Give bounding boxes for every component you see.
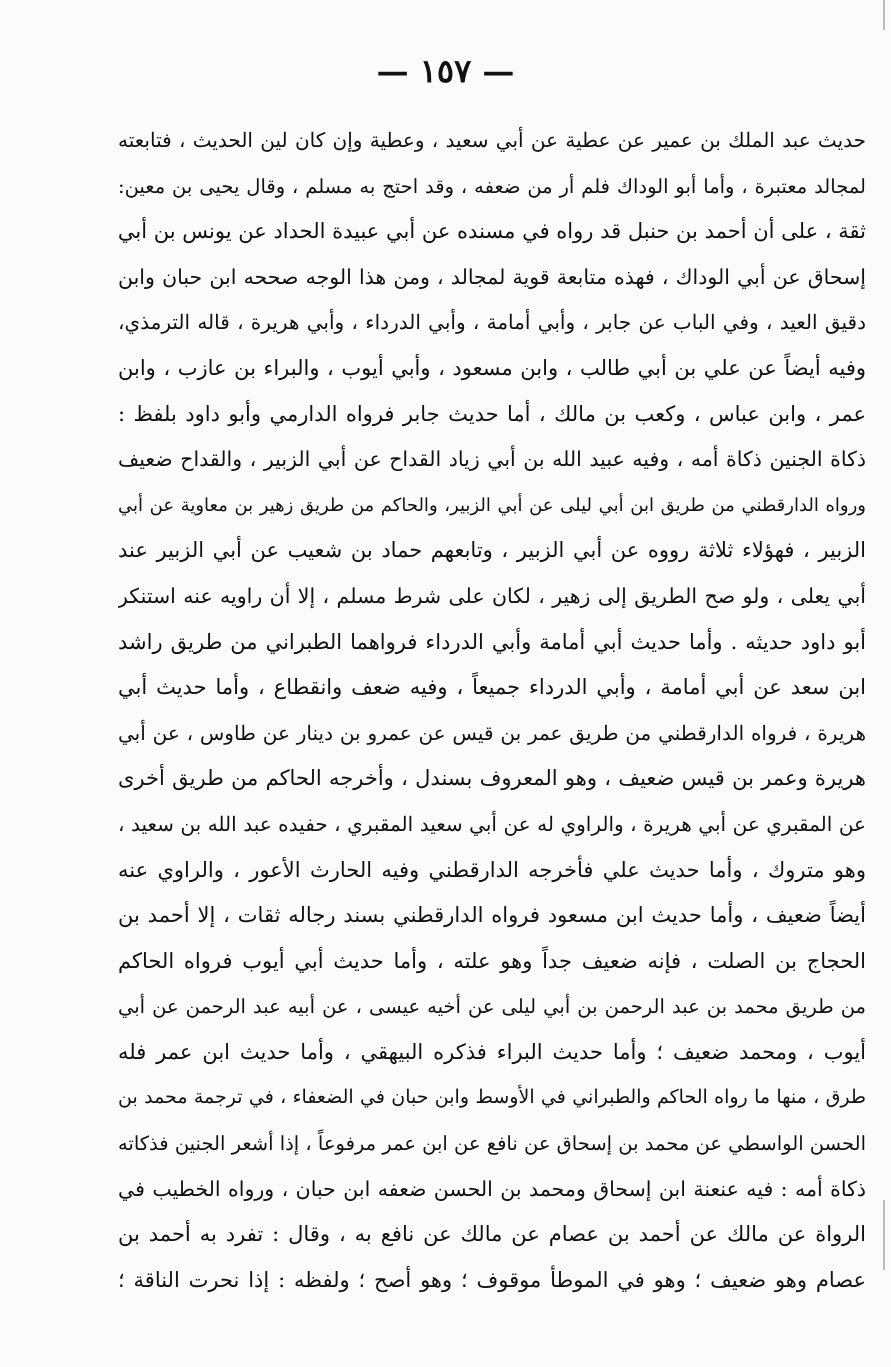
text-line: طرق ، منها ما رواه الحاكم والطبراني في الأوسط وابن حبان في الضعفاء ، في ترجمة محمد بن — [118, 1086, 866, 1109]
text-line: الحسن الواسطي عن محمد بن إسحاق عن نافع عن ابن عمر مرفوعاً ، إذا أشعر الجنين فذكاته — [118, 1132, 866, 1156]
scan-edge-mark — [883, 1200, 885, 1270]
body-text — [118, 118, 866, 1303]
text-line: الرواة عن مالك عن أحمد بن عصام عن مالك عن نافع به ، وقال : تفرد به أحمد بن — [118, 1222, 866, 1247]
text-line: إسحاق عن أبي الوداك ، فهذه متابعة قوية لمجالد ، ومن هذا الوجه صححه ابن حبان وابن — [118, 264, 866, 289]
text-line: عمر ، وابن عباس ، وكعب بن مالك ، أما حديث جابر فرواه الدارمي وأبو داود بلفظ : — [118, 401, 866, 426]
text-line: وهو متروك ، وأما حديث علي فأخرجه الدارقطني وفيه الحارث الأعور ، والراوي عنه — [118, 857, 866, 882]
text-line: ابن سعد عن أبي أمامة ، وأبي الدرداء جميعاً ، وفيه ضعف وانقطاع ، وأما حديث أبي — [118, 675, 866, 700]
scan-edge-mark — [883, 0, 885, 30]
text-line: أبو داود حديثه . وأما حديث أبي أمامة وأبي الدرداء فرواهما الطبراني من طريق راشد — [118, 629, 866, 654]
page-number-header: — ١٥٧ — — [376, 52, 515, 90]
text-line: ورواه الدارقطني من طريق ابن أبي ليلى عن أبي الزبير، والحاكم من طريق زهير بن معاوية عن أبي — [118, 494, 866, 516]
text-line: هريرة ، فرواه الدارقطني من طريق عمر بن قيس عن عمرو بن دينار عن طاوس ، عن أبي — [118, 720, 866, 745]
text-line: هريرة وعمر بن قيس ضعيف ، وهو المعروف بسندل ، وأخرجه الحاكم من طريق أخرى — [118, 766, 866, 791]
text-line: أبي يعلى ، ولو صح الطريق إلى زهير ، لكان على شرط مسلم ، إلا أن راويه عنه استنكر — [118, 583, 866, 608]
text-line: أيضاً ضعيف ، وأما حديث ابن مسعود فرواه الدارقطني بسند رجاله ثقات ، إلا أحمد بن — [118, 903, 866, 928]
text-line: الزبير ، فهؤلاء ثلاثة رووه عن أبي الزبير ، وتابعهم حماد بن شعيب عن أبي الزبير عند — [118, 538, 866, 563]
text-line: عصام وهو ضعيف ؛ وهو في الموطأ موقوف ؛ وهو أصح ؛ ولفظه : إذا نحرت الناقة ؛ — [118, 1267, 866, 1292]
text-line: وفيه أيضاً عن علي بن أبي طالب ، وابن مسعود ، وأبي أيوب ، والبراء بن عازب ، وابن — [118, 355, 866, 380]
text-line: ثقة ، على أن أحمد بن حنبل قد رواه في مسنده عن أبي عبيدة الحداد عن يونس بن أبي — [118, 219, 866, 244]
text-line: ذكاة الجنين ذكاة أمه ، وفيه عبيد الله بن أبي زياد القداح عن أبي الزبير ، والقداح ضعيف — [118, 447, 866, 472]
text-line: ذكاة أمه : فيه عنعنة ابن إسحاق ومحمد بن الحسن ضعفه ابن حبان ، ورواه الخطيب في — [118, 1176, 866, 1201]
text-line: أيوب ، ومحمد ضعيف ؛ وأما حديث البراء فذكره البيهقي ، وأما حديث ابن عمر فله — [118, 1039, 866, 1064]
text-line: حديث عبد الملك بن عمير عن عطية عن أبي سعيد ، وعطية وإن كان لين الحديث ، فتابعته — [118, 128, 866, 152]
text-line: دقيق العيد ، وفي الباب عن جابر ، وأبي أمامة ، وأبي الدرداء ، وأبي هريرة ، قاله الترمذي، — [118, 310, 866, 335]
text-line: من طريق محمد بن عبد الرحمن بن أبي ليلى عن أخيه عيسى ، عن أبيه عبد الرحمن عن أبي — [118, 995, 866, 1019]
text-line: الحجاج بن الصلت ، فإنه ضعيف جداً وهو علته ، وأما حديث أبي أيوب فرواه الحاكم — [118, 948, 866, 973]
text-line: عن المقبري عن أبي هريرة ، والراوي له عن أبي سعيد المقبري ، حفيده عبد الله بن سعيد ، — [118, 811, 866, 836]
text-line: لمجالد معتبرة ، وأما أبو الوداك فلم أر من ضعفه ، وقد احتج به مسلم ، وقال يحيى بن معين: — [118, 174, 866, 198]
